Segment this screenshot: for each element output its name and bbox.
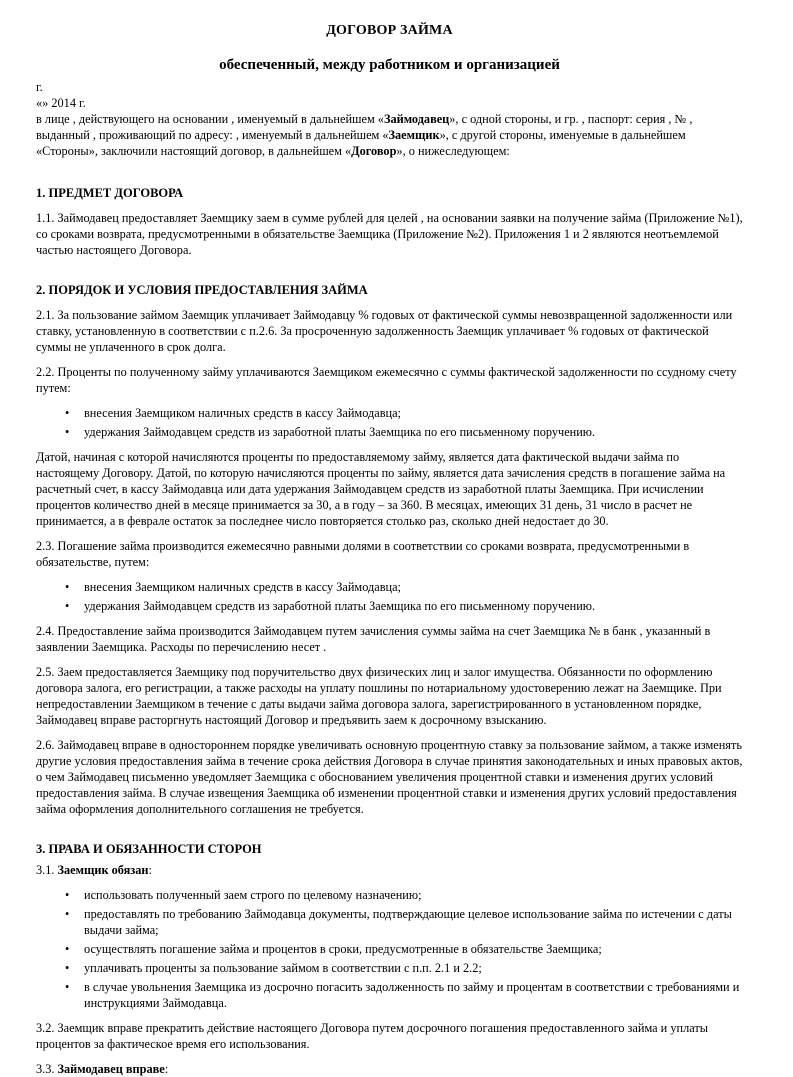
preamble-date: «» 2014 г.: [36, 96, 86, 110]
clause-3-3: [36, 1061, 743, 1077]
contract-term: Договор: [351, 144, 397, 158]
clause-2-3: 2.3. Погашение займа производится ежемесячно равными долями в соответствии со сроками возврата, предусмотренными в обязательстве, путем:: [36, 539, 690, 569]
preamble-text-3: », с другой стороны, именуемые в дальнейшем «Стороны», заключили настоящий договор, в дальнейшем «: [36, 128, 686, 158]
list-item: • осуществлять погашение займа и процентов в сроки, предусмотренные в обязательстве Заемщика;: [36, 941, 743, 957]
clause-1-1: 1.1. Займодавец предоставляет Заемщику заем в сумме рублей для целей , на основании заявки на получение займа (Приложение №1), со сроками возврата, предусмотренными в обязательстве Заемщика (Приложение №2). Приложения 1 и 2 являются неотъемлемой частью настоящего Договора.: [36, 211, 743, 257]
list-item: • удержания Займодавцем средств из заработной платы Заемщика по его письменному поручению.: [36, 424, 743, 440]
document-title: ДОГОВОР ЗАЙМА: [326, 23, 453, 38]
list-item: • удержания Займодавцем средств из заработной платы Заемщика по его письменному поручению.: [36, 598, 743, 614]
interest-dates-paragraph: Датой, начиная с которой начисляются проценты по предоставляемому займу, является дата фактической выдачи займа по настоящему Договору. Датой, по которую начисляются проценты по займу, является дата зачисления средств в погашение займа на расчетный счет, в кассу Займодавца или дата удержания Займодавцем средств из заработной платы Заемщика. При исчислении процентов количество дней в месяце принимается за 30, а в году – за 360. В месяцах, имеющих 31 день, 31 число в расчет не принимается, а в феврале остаток за последнее число повторяется столько раз, сколько дней недостает до 30.: [36, 450, 726, 528]
clause-3-3-number: 3.3.: [36, 1062, 58, 1076]
preamble-text-2: », с одной стороны, и гр. , паспорт: серия , № , выданный , проживающий по адресу: , именуемый в дальнейшем «: [36, 112, 693, 142]
interest-payment-methods: [36, 405, 743, 440]
clause-2-5: 2.5. Заем предоставляется Заемщику под поручительство двух физических лиц и залог имущества. Обязанности по оформлению договора залога, его регистрации, а также расходы на уплату пошлины по нотариальному удостоверению лежат на Заемщике. При непредоставлении Заемщиком в течение с даты выдачи займа договора залога, зарегистрированного в установленном порядке, Займодавец вправе расторгнуть настоящий Договор и предъявить заем к досрочному взысканию.: [36, 665, 722, 727]
clause-2-2: 2.2. Проценты по полученному займу уплачиваются Заемщиком ежемесячно с суммы фактической задолженности по ссудному счету путем:: [36, 365, 737, 395]
clause-3-1-colon: :: [148, 863, 152, 877]
clause-3-1-title: Заемщик обязан: [57, 863, 149, 877]
clause-3-3-colon: :: [164, 1062, 169, 1076]
clause-3-1-number: 3.1.: [36, 863, 58, 877]
section-2-heading: 2. ПОРЯДОК И УСЛОВИЯ ПРЕДОСТАВЛЕНИЯ ЗАЙМА: [36, 283, 368, 297]
clause-2-6: 2.6. Займодавец вправе в одностороннем порядке увеличивать основную процентную ставку за пользование займом, а также изменять другие условия предоставления займа в течение срока действия Договора в случае принятия законодательных и иных правовых актов, о чем Займодавец письменно уведомляет Заемщика с обоснованием увеличения процентной ставки и изменения других условий предоставления займа. В случае извещения Заемщика об изменении процентной ставки и изменения других условий предоставления займа оформления дополнительного соглашения не требуется.: [36, 738, 743, 816]
preamble: [36, 79, 743, 159]
list-item: • использовать полученный заем строго по целевому назначению;: [36, 887, 743, 903]
section-3-heading: 3. ПРАВА И ОБЯЗАННОСТИ СТОРОН: [36, 842, 262, 856]
clause-3-1: [36, 862, 743, 878]
list-item: • предоставлять по требованию Займодавца документы, подтверждающие целевое использование займа по истечении с даты выдачи займа;: [36, 906, 743, 938]
borrower-term: Заемщик: [388, 128, 440, 142]
preamble-text-1: в лице , действующего на основании , именуемый в дальнейшем «: [36, 112, 384, 126]
lender-term: Займодавец: [383, 112, 450, 126]
preamble-city: г.: [36, 80, 43, 94]
borrower-obligations: [36, 887, 743, 1011]
repayment-methods: [36, 579, 743, 614]
clause-2-4: 2.4. Предоставление займа производится Займодавцем путем зачисления суммы займа на счет Заемщика № в банк , указанный в заявлении Заемщика. Расходы по перечислению несет .: [36, 624, 711, 654]
section-1-heading: 1. ПРЕДМЕТ ДОГОВОРА: [36, 186, 184, 200]
clause-3-3-title: Займодавец вправе: [57, 1062, 165, 1076]
preamble-parties: [36, 111, 743, 159]
list-item: • уплачивать проценты за пользование займом в соответствии с п.п. 2.1 и 2.2;: [36, 960, 743, 976]
clause-3-2: 3.2. Заемщик вправе прекратить действие настоящего Договора путем досрочного погашения предоставленного займа и уплаты процентов за фактическое время его использования.: [36, 1021, 708, 1051]
document-subtitle: обеспеченный, между работником и организацией: [219, 57, 560, 73]
list-item: • внесения Заемщиком наличных средств в кассу Займодавца;: [36, 579, 743, 595]
clause-2-1: 2.1. За пользование займом Заемщик уплачивает Займодавцу % годовых от фактической суммы невозвращенной задолженности или ставку, установленную в соответствии с п.2.6. За просроченную задолженность Заемщик уплачивает % годовых от фактической суммы не уплаченного в срок долга.: [36, 308, 733, 354]
list-item: • в случае увольнения Заемщика из досрочно погасить задолженность по займу и процентам в соответствии с требованиями и инструкциями Займодавца.: [36, 979, 743, 1011]
preamble-text-4: », о нижеследующем:: [396, 144, 510, 158]
list-item: • внесения Заемщиком наличных средств в кассу Займодавца;: [36, 405, 743, 421]
